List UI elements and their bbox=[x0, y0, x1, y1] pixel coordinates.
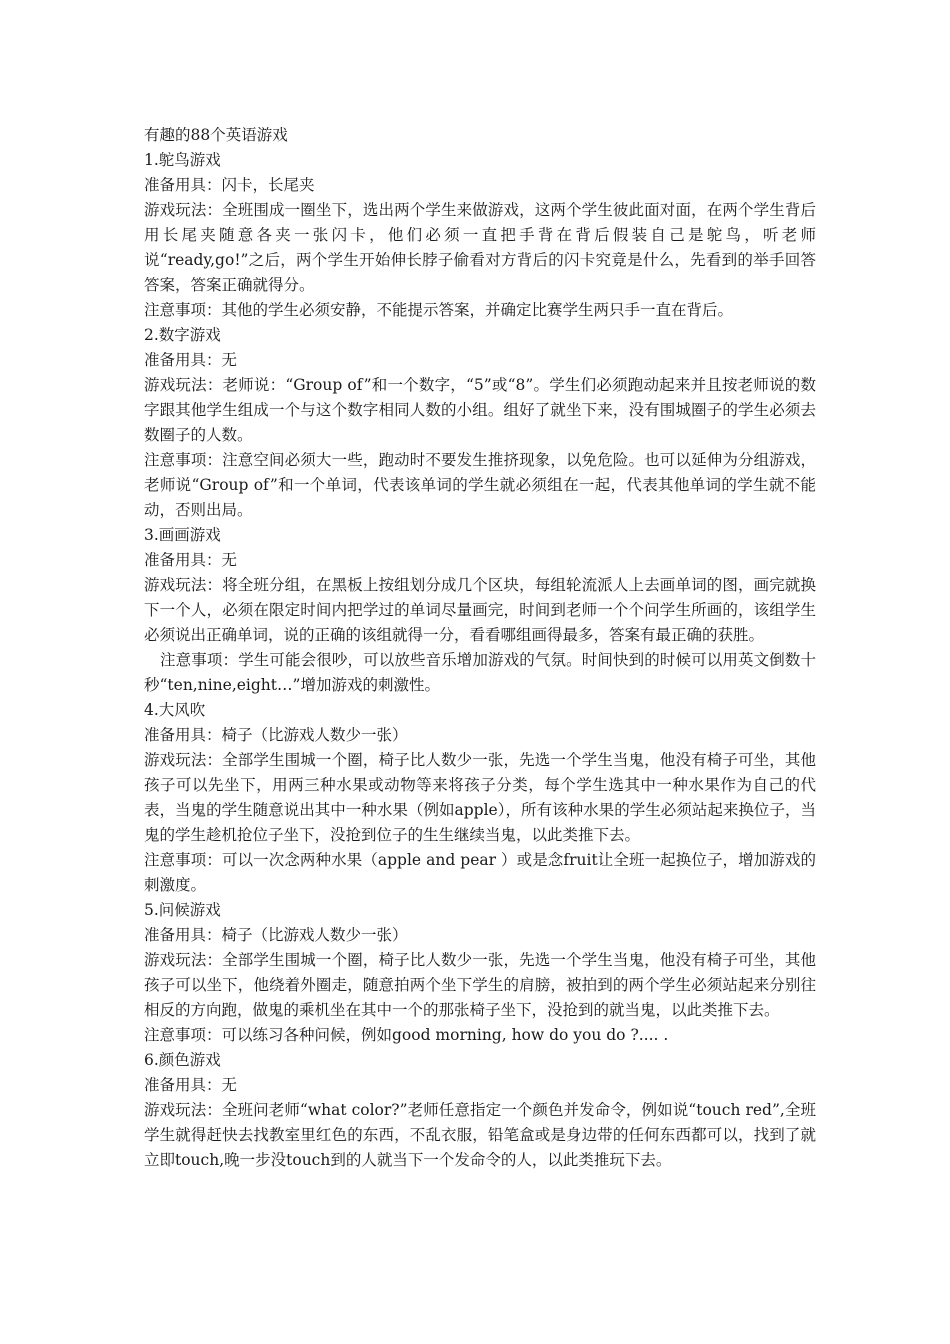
section-materials: 准备用具：闪卡，长尾夹 bbox=[144, 176, 315, 194]
section-notes: 注意事项：注意空间必须大一些，跑动时不要发生推挤现象，以免危险。也可以延伸为分组游戏，老师说“Group of”和一个单词，代表该单词的学生就必须组在一起，代表其他单词的学生就不能动，否则出局。 bbox=[144, 451, 816, 519]
section-materials: 准备用具：椅子（比游戏人数少一张） bbox=[144, 926, 408, 944]
section-notes: 注意事项：学生可能会很吵，可以放些音乐增加游戏的气氛。时间快到的时候可以用英文倒数十秒“ten,nine,eight…”增加游戏的刺激性。 bbox=[144, 651, 816, 694]
section-heading: 1.鸵鸟游戏 bbox=[144, 151, 221, 169]
section-heading: 3.画画游戏 bbox=[144, 526, 221, 544]
document-page bbox=[144, 123, 816, 1173]
section-materials: 准备用具：椅子（比游戏人数少一张） bbox=[144, 726, 408, 744]
section-heading: 5.问候游戏 bbox=[144, 901, 221, 919]
section-materials: 准备用具：无 bbox=[144, 551, 238, 569]
section-play: 游戏玩法：全班围成一圈坐下，选出两个学生来做游戏，这两个学生彼此面对面，在两个学生背后用长尾夹随意各夹一张闪卡，他们必须一直把手背在背后假装自己是鸵鸟，听老师说“ready,go!”之后，两个学生开始伸长脖子偷看对方背后的闪卡究竟是什么，先看到的举手回答答案，答案正确就得分。 bbox=[144, 201, 816, 294]
section-play: 游戏玩法：全部学生围城一个圈，椅子比人数少一张，先选一个学生当鬼，他没有椅子可坐，其他孩子可以坐下，他绕着外圈走，随意拍两个坐下学生的肩膀，被拍到的两个学生必须站起来分别往相反的方向跑，做鬼的乘机坐在其中一个的那张椅子坐下，没抢到的就当鬼，以此类推下去。 bbox=[144, 951, 816, 1019]
section-notes: 注意事项：其他的学生必须安静，不能提示答案，并确定比赛学生两只手一直在背后。 bbox=[144, 301, 734, 319]
document-title: 有趣的88个英语游戏 bbox=[144, 126, 288, 144]
section-play: 游戏玩法：全部学生围城一个圈，椅子比人数少一张，先选一个学生当鬼，他没有椅子可坐，其他孩子可以先坐下，用两三种水果或动物等来将孩子分类，每个学生选其中一种水果作为自己的代表，当鬼的学生随意说出其中一种水果（例如apple），所有该种水果的学生必须站起来换位子，当鬼的学生趁机抢位子坐下，没抢到位子的生生继续当鬼，以此类推下去。 bbox=[144, 751, 816, 844]
section-heading: 4.大风吹 bbox=[144, 701, 206, 719]
section-play: 游戏玩法：全班问老师“what color?”老师任意指定一个颜色并发命令，例如说“touch red”,全班学生就得赶快去找教室里红色的东西，不乱衣服，铅笔盒或是身边带的任何东西都可以，找到了就立即touch,晚一步没touch到的人就当下一个发命令的人，以此类推玩下去。 bbox=[144, 1101, 816, 1169]
section-notes: 注意事项：可以练习各种问候，例如good morning, how do you do ?.... . bbox=[144, 1026, 669, 1044]
section-notes: 注意事项：可以一次念两种水果（apple and pear ）或是念fruit让全班一起换位子，增加游戏的刺激度。 bbox=[144, 851, 816, 894]
section-materials: 准备用具：无 bbox=[144, 1076, 238, 1094]
section-heading: 2.数字游戏 bbox=[144, 326, 221, 344]
section-play: 游戏玩法：老师说：“Group of”和一个数字，“5”或“8”。学生们必须跑动起来并且按老师说的数字跟其他学生组成一个与这个数字相同人数的小组。组好了就坐下来，没有围城圈子的学生必须去数圈子的人数。 bbox=[144, 376, 816, 444]
section-materials: 准备用具：无 bbox=[144, 351, 238, 369]
section-heading: 6.颜色游戏 bbox=[144, 1051, 221, 1069]
section-play: 游戏玩法：将全班分组，在黑板上按组划分成几个区块，每组轮流派人上去画单词的图，画完就换下一个人，必须在限定时间内把学过的单词尽量画完，时间到老师一个个问学生所画的，该组学生必须说出正确单词，说的正确的该组就得一分，看看哪组画得最多，答案有最正确的获胜。 bbox=[144, 576, 816, 644]
